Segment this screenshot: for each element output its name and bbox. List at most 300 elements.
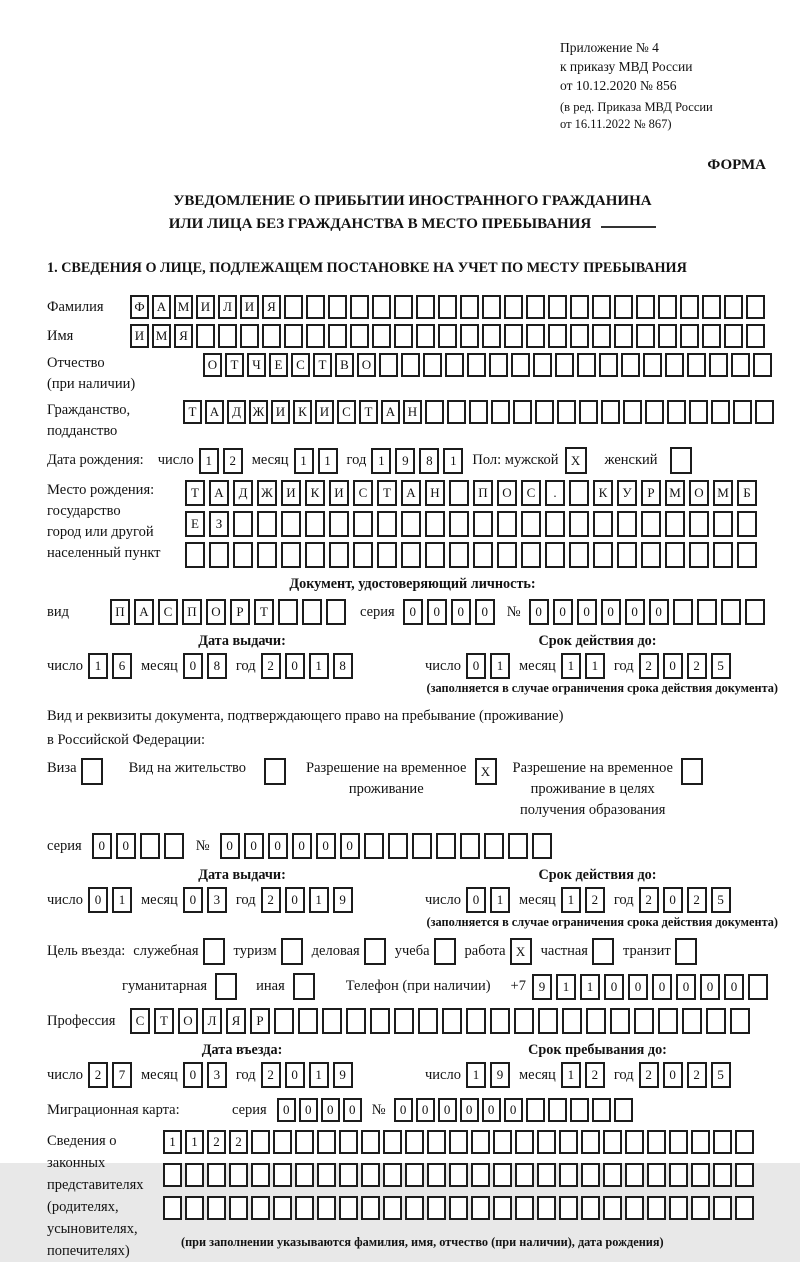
residence-number-cell[interactable] — [436, 833, 456, 859]
residence-number-cell[interactable] — [508, 833, 528, 859]
representative-cell[interactable] — [229, 1196, 248, 1220]
entry-year-cell[interactable]: 9 — [333, 1062, 353, 1088]
visa-checkbox[interactable] — [81, 758, 103, 785]
sex-male-checkbox[interactable]: X — [565, 447, 587, 474]
migration-number-cell[interactable]: 0 — [460, 1098, 479, 1122]
representative-cell[interactable] — [449, 1130, 468, 1154]
representative-cell[interactable] — [713, 1130, 732, 1154]
representative-cell[interactable] — [647, 1196, 666, 1220]
birth-place-cell[interactable] — [353, 511, 373, 537]
birth-day-cell[interactable]: 2 — [223, 448, 243, 474]
birth-place-cell[interactable] — [233, 542, 253, 568]
residence-number-cell[interactable]: 0 — [244, 833, 264, 859]
birth-place-cell[interactable] — [401, 511, 421, 537]
surname-cell[interactable]: Я — [262, 295, 281, 319]
phone-digit-cell[interactable] — [748, 974, 768, 1000]
profession-cell[interactable] — [586, 1008, 606, 1034]
doc-expiry-day-cell[interactable]: 0 — [466, 653, 486, 679]
phone-digit-cell[interactable]: 0 — [604, 974, 624, 1000]
birth-place-cell[interactable] — [425, 511, 445, 537]
representative-cell[interactable] — [405, 1163, 424, 1187]
representative-cell[interactable] — [295, 1163, 314, 1187]
citizenship-cell[interactable]: Ж — [249, 400, 268, 424]
surname-cell[interactable] — [482, 295, 501, 319]
representative-cell[interactable] — [515, 1130, 534, 1154]
citizenship-cell[interactable]: И — [271, 400, 290, 424]
representative-cell[interactable] — [581, 1196, 600, 1220]
residence-permit-checkbox[interactable] — [264, 758, 286, 785]
birth-place-cell[interactable]: Д — [233, 480, 253, 506]
representative-cell[interactable] — [163, 1163, 182, 1187]
surname-cell[interactable] — [614, 295, 633, 319]
profession-cell[interactable]: Т — [154, 1008, 174, 1034]
birth-year-cell[interactable]: 1 — [443, 448, 463, 474]
patronymic-cell[interactable] — [577, 353, 596, 377]
purpose-humanitarian-checkbox[interactable] — [215, 973, 237, 1000]
citizenship-cell[interactable] — [535, 400, 554, 424]
citizenship-cell[interactable] — [733, 400, 752, 424]
doc-kind-cell[interactable] — [278, 599, 298, 625]
residence-issue-day-cell[interactable]: 1 — [112, 887, 132, 913]
birth-place-cell[interactable] — [713, 511, 733, 537]
birth-place-cell[interactable] — [521, 542, 541, 568]
birth-year-cell[interactable]: 1 — [371, 448, 391, 474]
first-name-cell[interactable] — [438, 324, 457, 348]
surname-cell[interactable] — [680, 295, 699, 319]
entry-year-cell[interactable]: 2 — [261, 1062, 281, 1088]
citizenship-cell[interactable] — [601, 400, 620, 424]
citizenship-cell[interactable] — [469, 400, 488, 424]
representative-cell[interactable] — [537, 1163, 556, 1187]
doc-number-cell[interactable] — [697, 599, 717, 625]
patronymic-cell[interactable] — [621, 353, 640, 377]
birth-place-cell[interactable] — [305, 542, 325, 568]
surname-cell[interactable]: Л — [218, 295, 237, 319]
birth-place-cell[interactable] — [377, 511, 397, 537]
phone-digit-cell[interactable]: 1 — [556, 974, 576, 1000]
representative-cell[interactable] — [559, 1130, 578, 1154]
surname-cell[interactable] — [504, 295, 523, 319]
first-name-cell[interactable] — [526, 324, 545, 348]
birth-place-cell[interactable]: К — [593, 480, 613, 506]
doc-kind-cell[interactable]: С — [158, 599, 178, 625]
first-name-cell[interactable] — [504, 324, 523, 348]
citizenship-cell[interactable]: С — [337, 400, 356, 424]
birth-place-cell[interactable] — [545, 542, 565, 568]
birth-month-cell[interactable]: 1 — [318, 448, 338, 474]
phone-digit-cell[interactable]: 0 — [700, 974, 720, 1000]
citizenship-cell[interactable] — [579, 400, 598, 424]
doc-issue-year-cell[interactable]: 8 — [333, 653, 353, 679]
patronymic-cell[interactable]: Ч — [247, 353, 266, 377]
representative-cell[interactable] — [581, 1163, 600, 1187]
representative-cell[interactable] — [361, 1130, 380, 1154]
doc-kind-cell[interactable]: Т — [254, 599, 274, 625]
representative-cell[interactable] — [537, 1130, 556, 1154]
birth-place-cell[interactable]: А — [209, 480, 229, 506]
birth-place-cell[interactable]: Б — [737, 480, 757, 506]
doc-issue-month-cell[interactable]: 8 — [207, 653, 227, 679]
surname-cell[interactable] — [702, 295, 721, 319]
residence-issue-year-cell[interactable]: 0 — [285, 887, 305, 913]
patronymic-cell[interactable] — [489, 353, 508, 377]
residence-issue-month-cell[interactable]: 3 — [207, 887, 227, 913]
birth-place-cell[interactable] — [641, 511, 661, 537]
doc-issue-year-cell[interactable]: 0 — [285, 653, 305, 679]
representative-cell[interactable] — [471, 1130, 490, 1154]
doc-number-cell[interactable]: 0 — [649, 599, 669, 625]
first-name-cell[interactable] — [702, 324, 721, 348]
residence-number-cell[interactable]: 0 — [316, 833, 336, 859]
representative-cell[interactable] — [229, 1163, 248, 1187]
migration-series-cell[interactable]: 0 — [343, 1098, 362, 1122]
representative-cell[interactable] — [471, 1163, 490, 1187]
birth-place-cell[interactable] — [521, 511, 541, 537]
purpose-work-checkbox[interactable]: X — [510, 938, 532, 965]
representative-cell[interactable] — [493, 1163, 512, 1187]
profession-cell[interactable] — [658, 1008, 678, 1034]
birth-place-cell[interactable] — [401, 542, 421, 568]
surname-cell[interactable] — [592, 295, 611, 319]
surname-cell[interactable] — [460, 295, 479, 319]
birth-place-cell[interactable] — [329, 542, 349, 568]
surname-cell[interactable] — [416, 295, 435, 319]
patronymic-cell[interactable]: Т — [313, 353, 332, 377]
representative-cell[interactable] — [317, 1196, 336, 1220]
representative-cell[interactable] — [537, 1196, 556, 1220]
doc-kind-cell[interactable]: П — [182, 599, 202, 625]
birth-place-cell[interactable]: Ж — [257, 480, 277, 506]
residence-series-cell[interactable] — [140, 833, 160, 859]
citizenship-cell[interactable] — [667, 400, 686, 424]
representative-cell[interactable] — [493, 1196, 512, 1220]
first-name-cell[interactable] — [636, 324, 655, 348]
first-name-cell[interactable] — [724, 324, 743, 348]
migration-series-cell[interactable]: 0 — [321, 1098, 340, 1122]
birth-place-cell[interactable]: К — [305, 480, 325, 506]
representative-cell[interactable] — [295, 1196, 314, 1220]
representative-cell[interactable] — [339, 1196, 358, 1220]
first-name-cell[interactable] — [262, 324, 281, 348]
first-name-cell[interactable] — [570, 324, 589, 348]
surname-cell[interactable] — [350, 295, 369, 319]
birth-place-cell[interactable]: Н — [425, 480, 445, 506]
citizenship-cell[interactable] — [491, 400, 510, 424]
residence-issue-month-cell[interactable]: 0 — [183, 887, 203, 913]
birth-place-cell[interactable]: З — [209, 511, 229, 537]
representative-cell[interactable] — [207, 1196, 226, 1220]
profession-cell[interactable]: С — [130, 1008, 150, 1034]
representative-cell[interactable] — [449, 1196, 468, 1220]
representative-cell[interactable] — [625, 1130, 644, 1154]
patronymic-cell[interactable] — [753, 353, 772, 377]
purpose-business-checkbox[interactable] — [364, 938, 386, 965]
first-name-cell[interactable] — [592, 324, 611, 348]
profession-cell[interactable]: Я — [226, 1008, 246, 1034]
birth-place-cell[interactable] — [449, 480, 469, 506]
residence-issue-year-cell[interactable]: 9 — [333, 887, 353, 913]
citizenship-cell[interactable]: Н — [403, 400, 422, 424]
representative-cell[interactable] — [691, 1163, 710, 1187]
citizenship-cell[interactable] — [711, 400, 730, 424]
migration-number-cell[interactable] — [548, 1098, 567, 1122]
profession-cell[interactable] — [730, 1008, 750, 1034]
residence-number-cell[interactable]: 0 — [268, 833, 288, 859]
residence-number-cell[interactable]: 0 — [220, 833, 240, 859]
citizenship-cell[interactable]: К — [293, 400, 312, 424]
migration-series-cell[interactable]: 0 — [277, 1098, 296, 1122]
migration-number-cell[interactable]: 0 — [482, 1098, 501, 1122]
purpose-private-checkbox[interactable] — [592, 938, 614, 965]
birth-place-cell[interactable] — [257, 542, 277, 568]
doc-issue-month-cell[interactable]: 0 — [183, 653, 203, 679]
migration-number-cell[interactable]: 0 — [438, 1098, 457, 1122]
migration-number-cell[interactable] — [526, 1098, 545, 1122]
purpose-study-checkbox[interactable] — [434, 938, 456, 965]
birth-place-cell[interactable] — [737, 511, 757, 537]
representative-cell[interactable] — [603, 1130, 622, 1154]
citizenship-cell[interactable]: Д — [227, 400, 246, 424]
residence-number-cell[interactable]: 0 — [340, 833, 360, 859]
doc-number-cell[interactable] — [673, 599, 693, 625]
profession-cell[interactable] — [706, 1008, 726, 1034]
representative-cell[interactable]: 1 — [163, 1130, 182, 1154]
representative-cell[interactable] — [471, 1196, 490, 1220]
birth-year-cell[interactable]: 9 — [395, 448, 415, 474]
birth-day-cell[interactable]: 1 — [199, 448, 219, 474]
representative-cell[interactable] — [713, 1196, 732, 1220]
representative-cell[interactable] — [427, 1163, 446, 1187]
citizenship-cell[interactable] — [623, 400, 642, 424]
profession-cell[interactable] — [562, 1008, 582, 1034]
birth-place-cell[interactable] — [569, 480, 589, 506]
citizenship-cell[interactable] — [689, 400, 708, 424]
first-name-cell[interactable] — [658, 324, 677, 348]
patronymic-cell[interactable] — [467, 353, 486, 377]
birth-place-cell[interactable] — [257, 511, 277, 537]
representative-cell[interactable] — [691, 1130, 710, 1154]
birth-place-cell[interactable] — [473, 542, 493, 568]
surname-cell[interactable] — [658, 295, 677, 319]
doc-series-cell[interactable]: 0 — [451, 599, 471, 625]
representative-cell[interactable] — [669, 1163, 688, 1187]
representative-cell[interactable] — [273, 1130, 292, 1154]
patronymic-cell[interactable] — [555, 353, 574, 377]
migration-number-cell[interactable]: 0 — [416, 1098, 435, 1122]
representative-cell[interactable] — [647, 1163, 666, 1187]
birth-place-cell[interactable] — [497, 511, 517, 537]
birth-place-cell[interactable] — [497, 542, 517, 568]
surname-cell[interactable]: И — [196, 295, 215, 319]
representative-cell[interactable] — [603, 1196, 622, 1220]
birth-place-cell[interactable] — [665, 511, 685, 537]
citizenship-cell[interactable] — [645, 400, 664, 424]
birth-place-cell[interactable]: М — [713, 480, 733, 506]
stay-day-cell[interactable]: 1 — [466, 1062, 486, 1088]
representative-cell[interactable] — [405, 1196, 424, 1220]
doc-series-cell[interactable]: 0 — [475, 599, 495, 625]
patronymic-cell[interactable] — [709, 353, 728, 377]
representative-cell[interactable] — [405, 1130, 424, 1154]
patronymic-cell[interactable] — [533, 353, 552, 377]
surname-cell[interactable] — [394, 295, 413, 319]
profession-cell[interactable] — [538, 1008, 558, 1034]
patronymic-cell[interactable] — [379, 353, 398, 377]
birth-place-cell[interactable] — [713, 542, 733, 568]
residence-expiry-year-cell[interactable]: 2 — [639, 887, 659, 913]
representative-cell[interactable] — [427, 1196, 446, 1220]
representative-cell[interactable] — [383, 1196, 402, 1220]
profession-cell[interactable] — [322, 1008, 342, 1034]
surname-cell[interactable] — [438, 295, 457, 319]
doc-series-cell[interactable]: 0 — [427, 599, 447, 625]
birth-place-cell[interactable] — [377, 542, 397, 568]
residence-issue-day-cell[interactable]: 0 — [88, 887, 108, 913]
birth-place-cell[interactable]: М — [665, 480, 685, 506]
birth-place-cell[interactable] — [425, 542, 445, 568]
birth-place-cell[interactable]: О — [689, 480, 709, 506]
birth-place-cell[interactable] — [665, 542, 685, 568]
entry-year-cell[interactable]: 1 — [309, 1062, 329, 1088]
representative-cell[interactable] — [273, 1163, 292, 1187]
birth-place-cell[interactable]: Т — [185, 480, 205, 506]
residence-expiry-day-cell[interactable]: 0 — [466, 887, 486, 913]
doc-number-cell[interactable]: 0 — [529, 599, 549, 625]
patronymic-cell[interactable]: Е — [269, 353, 288, 377]
purpose-other-checkbox[interactable] — [293, 973, 315, 1000]
profession-cell[interactable]: О — [178, 1008, 198, 1034]
surname-cell[interactable]: И — [240, 295, 259, 319]
stay-year-cell[interactable]: 0 — [663, 1062, 683, 1088]
patronymic-cell[interactable] — [599, 353, 618, 377]
representative-cell[interactable] — [625, 1196, 644, 1220]
residence-number-cell[interactable] — [364, 833, 384, 859]
doc-kind-cell[interactable] — [302, 599, 322, 625]
birth-place-cell[interactable] — [209, 542, 229, 568]
profession-cell[interactable] — [298, 1008, 318, 1034]
birth-place-cell[interactable] — [737, 542, 757, 568]
birth-place-cell[interactable] — [617, 542, 637, 568]
residence-expiry-year-cell[interactable]: 5 — [711, 887, 731, 913]
birth-place-cell[interactable] — [329, 511, 349, 537]
citizenship-cell[interactable]: А — [205, 400, 224, 424]
birth-place-cell[interactable] — [545, 511, 565, 537]
birth-place-cell[interactable] — [641, 542, 661, 568]
residence-number-cell[interactable] — [460, 833, 480, 859]
patronymic-cell[interactable] — [643, 353, 662, 377]
residence-number-cell[interactable] — [532, 833, 552, 859]
profession-cell[interactable] — [346, 1008, 366, 1034]
patronymic-cell[interactable] — [401, 353, 420, 377]
purpose-official-checkbox[interactable] — [203, 938, 225, 965]
birth-place-cell[interactable]: И — [281, 480, 301, 506]
doc-expiry-day-cell[interactable]: 1 — [490, 653, 510, 679]
representative-cell[interactable] — [559, 1163, 578, 1187]
birth-place-cell[interactable]: О — [497, 480, 517, 506]
surname-cell[interactable]: А — [152, 295, 171, 319]
residence-issue-year-cell[interactable]: 2 — [261, 887, 281, 913]
residence-number-cell[interactable] — [412, 833, 432, 859]
doc-expiry-year-cell[interactable]: 5 — [711, 653, 731, 679]
representative-cell[interactable] — [185, 1196, 204, 1220]
birth-place-cell[interactable]: А — [401, 480, 421, 506]
doc-number-cell[interactable] — [745, 599, 765, 625]
doc-number-cell[interactable]: 0 — [553, 599, 573, 625]
doc-number-cell[interactable]: 0 — [601, 599, 621, 625]
surname-cell[interactable] — [284, 295, 303, 319]
surname-cell[interactable] — [636, 295, 655, 319]
first-name-cell[interactable] — [218, 324, 237, 348]
doc-number-cell[interactable]: 0 — [577, 599, 597, 625]
doc-kind-cell[interactable]: О — [206, 599, 226, 625]
doc-expiry-year-cell[interactable]: 2 — [639, 653, 659, 679]
patronymic-cell[interactable] — [423, 353, 442, 377]
profession-cell[interactable]: Р — [250, 1008, 270, 1034]
profession-cell[interactable] — [370, 1008, 390, 1034]
citizenship-cell[interactable]: Т — [359, 400, 378, 424]
doc-kind-cell[interactable]: Р — [230, 599, 250, 625]
residence-expiry-day-cell[interactable]: 1 — [490, 887, 510, 913]
surname-cell[interactable] — [746, 295, 765, 319]
sex-female-checkbox[interactable] — [670, 447, 692, 474]
first-name-cell[interactable] — [416, 324, 435, 348]
representative-cell[interactable]: 2 — [207, 1130, 226, 1154]
residence-issue-year-cell[interactable]: 1 — [309, 887, 329, 913]
birth-place-cell[interactable] — [689, 542, 709, 568]
birth-place-cell[interactable]: Т — [377, 480, 397, 506]
first-name-cell[interactable]: И — [130, 324, 149, 348]
representative-cell[interactable] — [559, 1196, 578, 1220]
representative-cell[interactable] — [317, 1130, 336, 1154]
citizenship-cell[interactable] — [557, 400, 576, 424]
citizenship-cell[interactable] — [513, 400, 532, 424]
entry-year-cell[interactable]: 0 — [285, 1062, 305, 1088]
representative-cell[interactable] — [625, 1163, 644, 1187]
doc-expiry-year-cell[interactable]: 0 — [663, 653, 683, 679]
first-name-cell[interactable] — [350, 324, 369, 348]
phone-digit-cell[interactable]: 9 — [532, 974, 552, 1000]
residence-expiry-year-cell[interactable]: 0 — [663, 887, 683, 913]
migration-series-cell[interactable]: 0 — [299, 1098, 318, 1122]
phone-digit-cell[interactable]: 0 — [676, 974, 696, 1000]
residence-expiry-year-cell[interactable]: 2 — [687, 887, 707, 913]
profession-cell[interactable] — [466, 1008, 486, 1034]
profession-cell[interactable] — [634, 1008, 654, 1034]
surname-cell[interactable] — [570, 295, 589, 319]
birth-place-cell[interactable] — [185, 542, 205, 568]
representative-cell[interactable] — [691, 1196, 710, 1220]
representative-cell[interactable] — [251, 1196, 270, 1220]
birth-place-cell[interactable]: Е — [185, 511, 205, 537]
birth-place-cell[interactable] — [593, 511, 613, 537]
patronymic-cell[interactable] — [731, 353, 750, 377]
representative-cell[interactable] — [515, 1163, 534, 1187]
representative-cell[interactable] — [669, 1196, 688, 1220]
birth-place-cell[interactable] — [569, 542, 589, 568]
birth-year-cell[interactable]: 8 — [419, 448, 439, 474]
residence-number-cell[interactable]: 0 — [292, 833, 312, 859]
doc-expiry-month-cell[interactable]: 1 — [561, 653, 581, 679]
representative-cell[interactable] — [581, 1130, 600, 1154]
first-name-cell[interactable] — [746, 324, 765, 348]
profession-cell[interactable] — [682, 1008, 702, 1034]
doc-issue-year-cell[interactable]: 1 — [309, 653, 329, 679]
birth-place-cell[interactable]: С — [353, 480, 373, 506]
surname-cell[interactable] — [526, 295, 545, 319]
doc-issue-day-cell[interactable]: 1 — [88, 653, 108, 679]
doc-kind-cell[interactable]: П — [110, 599, 130, 625]
first-name-cell[interactable] — [460, 324, 479, 348]
